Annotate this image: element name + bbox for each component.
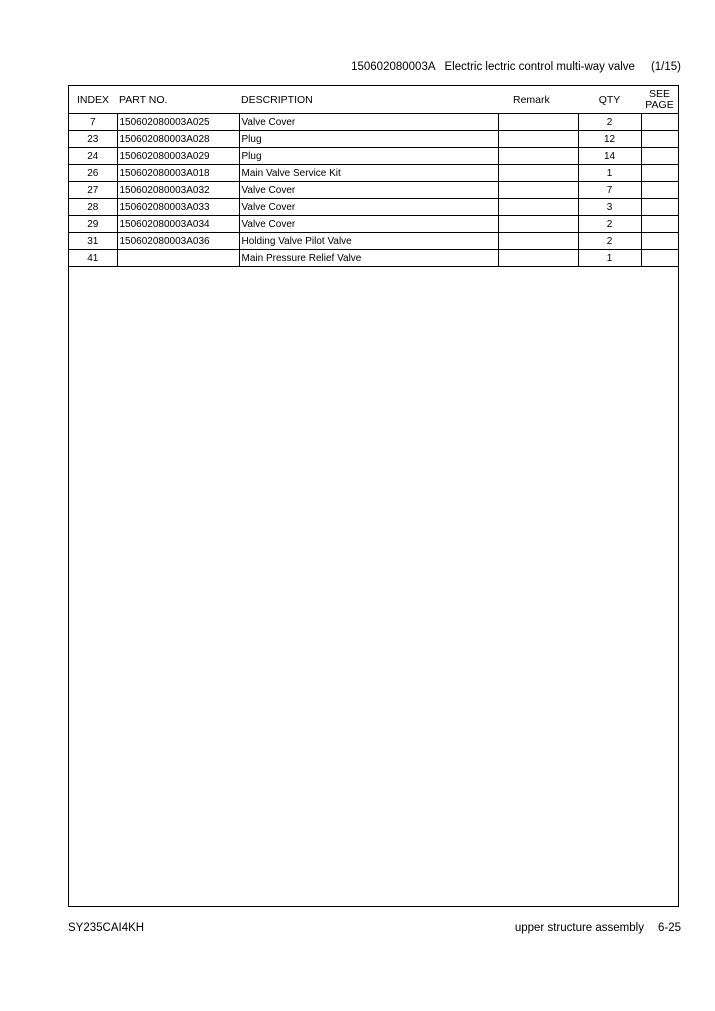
cell-description: Valve Cover bbox=[239, 182, 498, 199]
cell-remark bbox=[498, 148, 578, 165]
cell-remark bbox=[498, 250, 578, 267]
cell-part-no: 150602080003A036 bbox=[117, 233, 239, 250]
column-header-qty: QTY bbox=[578, 86, 641, 114]
see-page-line2: PAGE bbox=[645, 98, 674, 111]
cell-see-page bbox=[641, 182, 678, 199]
cell-remark bbox=[498, 114, 578, 131]
footer-section: upper structure assembly bbox=[514, 922, 644, 934]
cell-index: 26 bbox=[69, 165, 117, 182]
cell-see-page bbox=[641, 131, 678, 148]
table-row bbox=[69, 233, 678, 250]
cell-description: Main Valve Service Kit bbox=[239, 165, 498, 182]
cell-qty: 3 bbox=[578, 199, 641, 216]
cell-part-no: 150602080003A018 bbox=[117, 165, 239, 182]
cell-index: 27 bbox=[69, 182, 117, 199]
cell-qty: 2 bbox=[578, 114, 641, 131]
cell-description: Plug bbox=[239, 148, 498, 165]
table-row bbox=[69, 216, 678, 233]
cell-part-no: 150602080003A028 bbox=[117, 131, 239, 148]
footer-model: SY235CAI4KH bbox=[68, 922, 145, 934]
cell-remark bbox=[498, 182, 578, 199]
cell-qty: 1 bbox=[578, 165, 641, 182]
cell-see-page bbox=[641, 148, 678, 165]
cell-remark bbox=[498, 233, 578, 250]
table-row bbox=[69, 199, 678, 216]
table-row bbox=[69, 250, 678, 267]
cell-index: 23 bbox=[69, 131, 117, 148]
cell-description: Valve Cover bbox=[239, 216, 498, 233]
table-header-row bbox=[69, 86, 678, 114]
cell-see-page bbox=[641, 216, 678, 233]
table-row bbox=[69, 114, 678, 131]
page-footer bbox=[515, 922, 681, 934]
cell-remark bbox=[498, 216, 578, 233]
cell-qty: 1 bbox=[578, 250, 641, 267]
column-header-index: INDEX bbox=[69, 86, 117, 114]
cell-index: 29 bbox=[69, 216, 117, 233]
cell-part-no: 150602080003A032 bbox=[117, 182, 239, 199]
table-row bbox=[69, 182, 678, 199]
cell-description: Valve Cover bbox=[239, 199, 498, 216]
cell-index: 41 bbox=[69, 250, 117, 267]
cell-part-no: 150602080003A033 bbox=[117, 199, 239, 216]
cell-see-page bbox=[641, 165, 678, 182]
cell-qty: 7 bbox=[578, 182, 641, 199]
column-header-part-no: PART NO. bbox=[117, 86, 239, 114]
column-header-remark: Remark bbox=[498, 86, 578, 114]
cell-description: Valve Cover bbox=[239, 114, 498, 131]
cell-index: 31 bbox=[69, 233, 117, 250]
cell-see-page bbox=[641, 199, 678, 216]
cell-description: Holding Valve Pilot Valve bbox=[239, 233, 498, 250]
cell-part-no bbox=[117, 250, 239, 267]
cell-part-no: 150602080003A025 bbox=[117, 114, 239, 131]
footer-page-number: 6-25 bbox=[657, 922, 681, 934]
cell-index: 28 bbox=[69, 199, 117, 216]
table-row bbox=[69, 165, 678, 182]
table-row bbox=[69, 131, 678, 148]
header-page-fraction: (1/15) bbox=[650, 61, 681, 73]
header-part-number: 150602080003A bbox=[351, 61, 436, 73]
cell-part-no: 150602080003A029 bbox=[117, 148, 239, 165]
column-header-description: DESCRIPTION bbox=[239, 86, 498, 114]
cell-description: Main Pressure Relief Valve bbox=[239, 250, 498, 267]
cell-part-no: 150602080003A034 bbox=[117, 216, 239, 233]
column-header-see-page bbox=[641, 86, 678, 114]
parts-list-frame bbox=[68, 85, 679, 907]
cell-remark bbox=[498, 165, 578, 182]
cell-description: Plug bbox=[239, 131, 498, 148]
cell-see-page bbox=[641, 233, 678, 250]
page-header bbox=[351, 61, 681, 73]
cell-qty: 2 bbox=[578, 233, 641, 250]
header-title: Electric lectric control multi-way valve bbox=[444, 61, 635, 73]
see-page-line1: SEE bbox=[648, 87, 670, 100]
cell-qty: 2 bbox=[578, 216, 641, 233]
cell-remark bbox=[498, 131, 578, 148]
cell-index: 24 bbox=[69, 148, 117, 165]
cell-qty: 12 bbox=[578, 131, 641, 148]
cell-see-page bbox=[641, 250, 678, 267]
cell-remark bbox=[498, 199, 578, 216]
table-row bbox=[69, 148, 678, 165]
parts-table bbox=[69, 86, 678, 267]
cell-see-page bbox=[641, 114, 678, 131]
cell-qty: 14 bbox=[578, 148, 641, 165]
cell-index: 7 bbox=[69, 114, 117, 131]
